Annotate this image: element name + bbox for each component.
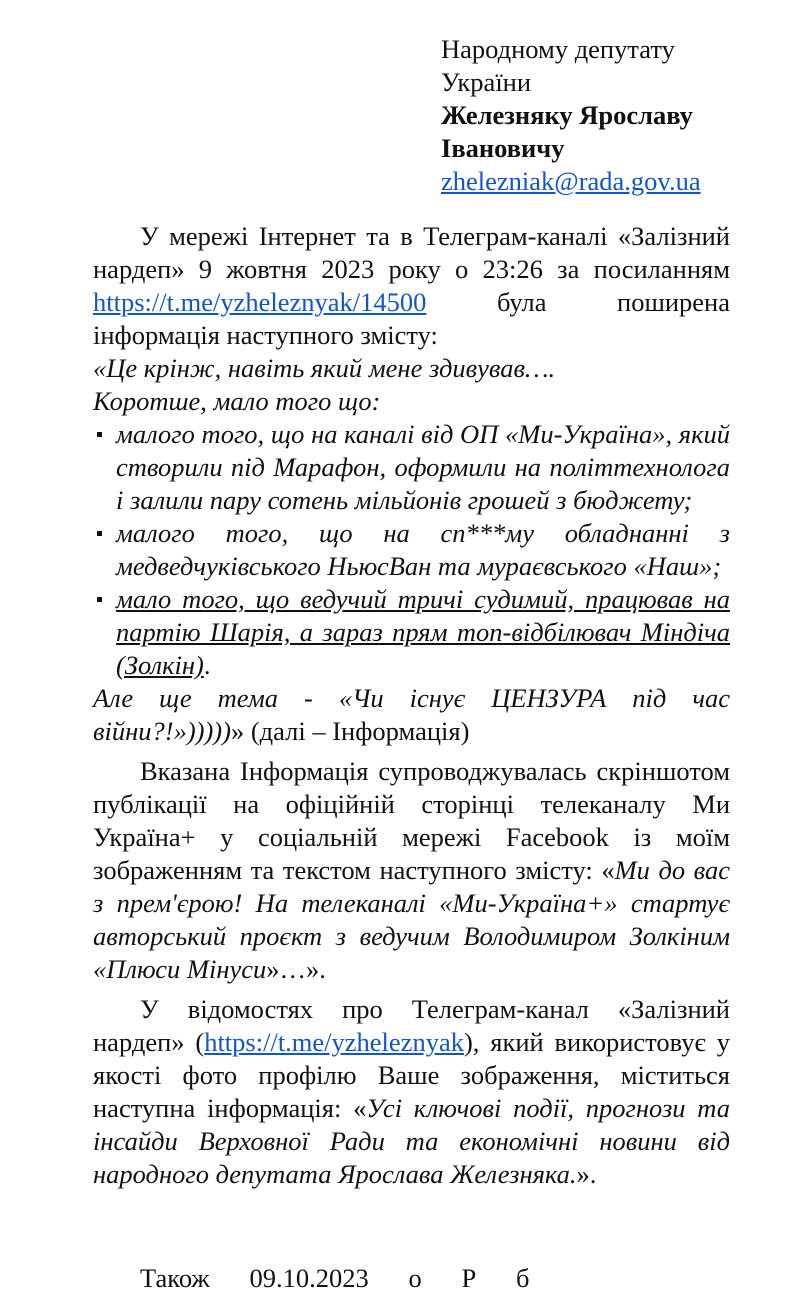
paragraph-1-text-after: була поширена інформація наступного змісту:: [93, 287, 730, 350]
paragraph-2-text: Вказана Інформація супроводжувалась скріншотом публікації на офіційній сторінці телеканалу Ми Україна+ у соціальній мережі Facebook із моїм зображенням та текстом наступного змісту: «: [93, 756, 730, 885]
quote-closing: [93, 682, 730, 748]
paragraph-3-text-middle: ), який використовує у якості фото профілю Ваше зображення, міститься наступна інформація: «: [93, 1027, 730, 1123]
addressee-name: Железняку Ярославу: [441, 100, 693, 130]
list-item: [93, 583, 730, 682]
paragraph-2-tail: »…».: [266, 954, 326, 984]
bullet-marker: [97, 597, 102, 602]
bullet-marker: [97, 531, 102, 536]
addressee-patronymic: Івановичу: [441, 133, 565, 163]
cut-off-text: Також 09.10.2023 о Р б: [140, 1263, 530, 1293]
bullet-text: малого того, що на каналі від ОП «Ми-Україна», який створили під Марафон, оформили на політтехнолога і залили пару сотень мільйонів грошей з бюджету;: [116, 419, 730, 515]
paragraph-1: [93, 220, 730, 352]
addressee-country: України: [441, 67, 532, 97]
bullet-text: малого того, що на сп***му обладнанні з медведчуківського НьюсВан та мураєвського «Наш»;: [116, 518, 730, 581]
addressee-email-link[interactable]: zhelezniak@rada.gov.ua: [441, 166, 701, 196]
quote-closing-normal: » (далі – Інформація): [230, 716, 470, 746]
list-item: [93, 517, 730, 583]
letter-body: [93, 220, 730, 1191]
telegram-post-link[interactable]: https://t.me/yzheleznyak/14500: [93, 287, 427, 317]
quote-closing-italic: Але ще тема - «Чи існує ЦЕНЗУРА під час війни?!»))))): [93, 683, 730, 746]
paragraph-3-text: У відомостях про Телеграм-канал «Залізний нардеп» (: [93, 994, 730, 1057]
bullet-text-tail: .: [203, 650, 211, 680]
quote-line-1: «Це крінж, навіть який мене здивував….: [93, 353, 556, 383]
paragraph-1-text: У мережі Інтернет та в Телеграм-каналі «Залізний нардеп» 9 жовтня 2023 року о 23:26 за посиланням: [93, 221, 730, 284]
cut-off-line: [93, 1262, 730, 1295]
telegram-channel-link[interactable]: https://t.me/yzheleznyak: [204, 1027, 464, 1057]
addressee-block: [441, 33, 771, 198]
paragraph-3-quote: Усі ключові події, прогнози та інсайди Верховної Ради та економічні новини від народного депутата Ярослава Железняка.: [93, 1093, 730, 1189]
paragraph-3-tail: ».: [576, 1159, 597, 1189]
quote-line-2: Коротше, мало того що:: [93, 386, 381, 416]
quote-bullet-list: [93, 418, 730, 682]
paragraph-2-quote: Ми до вас з прем'єрою! На телеканалі «Ми-Україна+» стартує авторський проєкт з ведучим Володимиром Золкіним «Плюси Мінуси: [93, 855, 730, 984]
paragraph-3: [93, 993, 730, 1191]
bullet-marker: [97, 432, 102, 437]
paragraph-2: [93, 755, 730, 986]
bullet-text-underlined: мало того, що ведучий тричі судимий, працював на партію Шарія, а зараз прям топ-відбілювач Міндіча (Золкін): [116, 584, 730, 680]
addressee-title: Народному депутату: [441, 34, 675, 64]
list-item: [93, 418, 730, 517]
